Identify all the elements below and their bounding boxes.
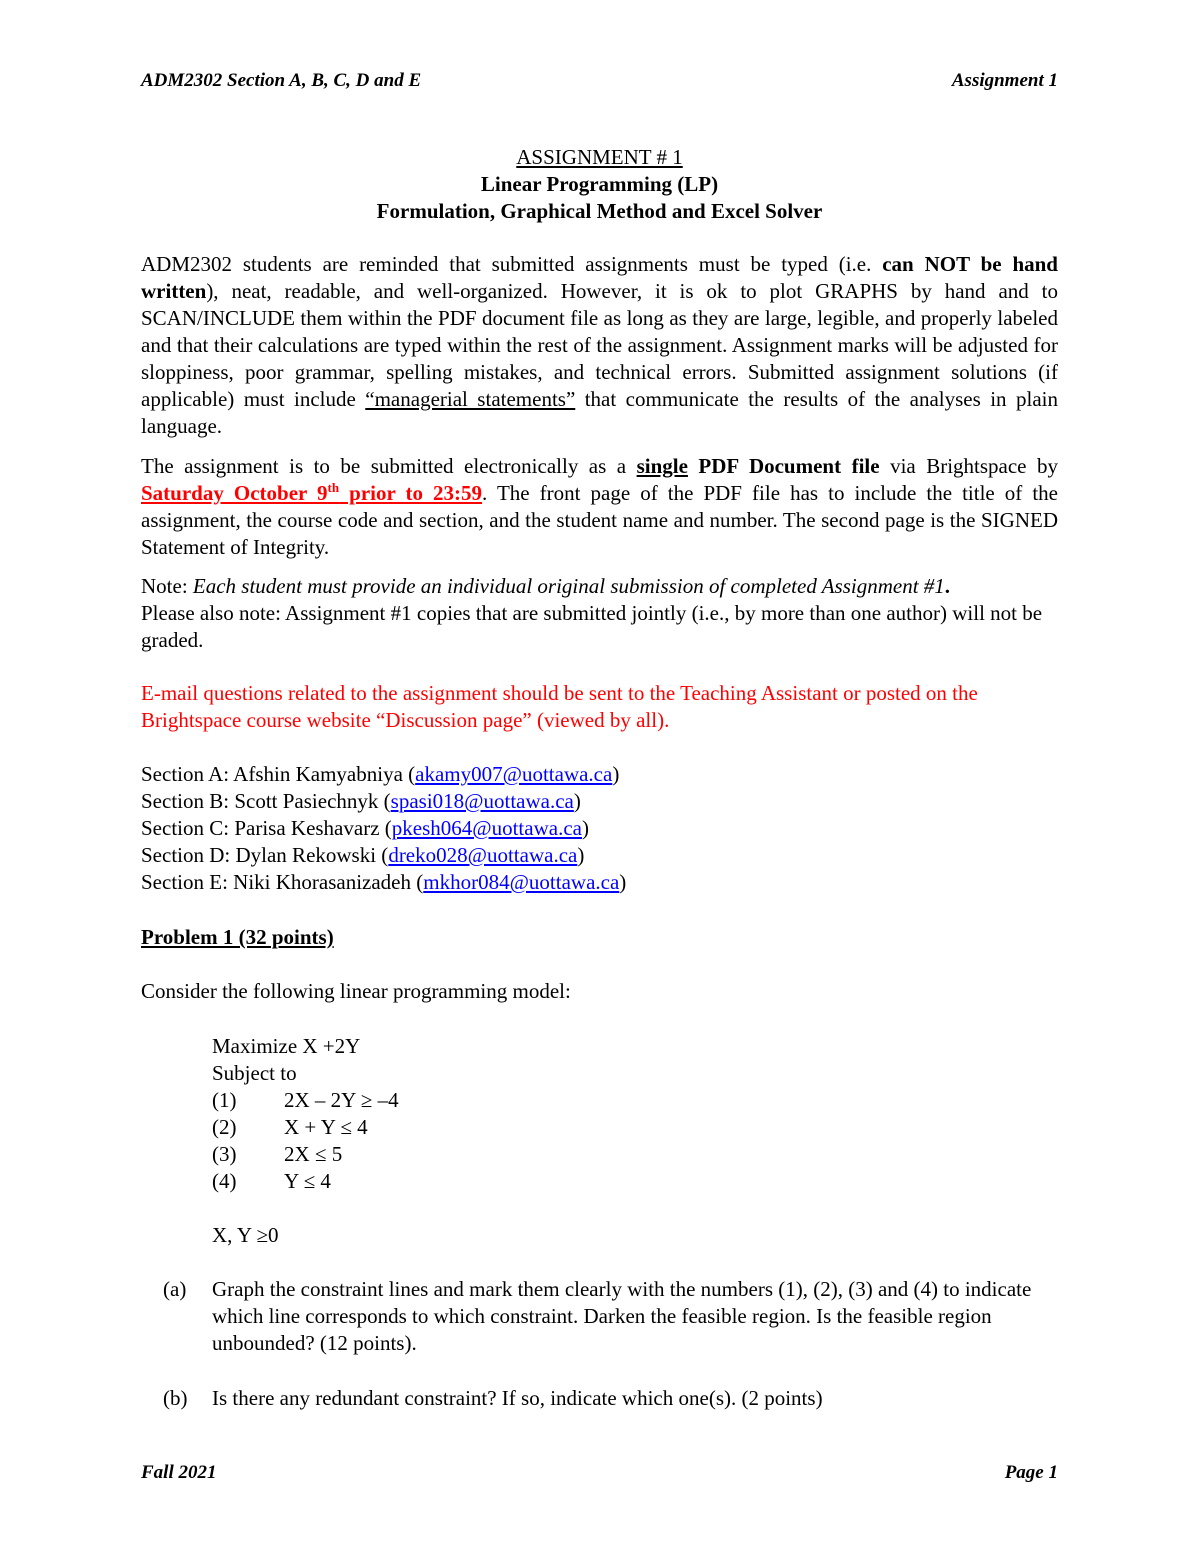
email-notice: E-mail questions related to the assignment should be sent to the Teaching Assistant or posted on the Brightspace course website “Discussion page” (viewed by all). <box>141 681 978 732</box>
section-contact: Section C: Parisa Keshavarz (pkesh064@uottawa.ca) <box>141 816 589 840</box>
footer-page-number: Page 1 <box>1004 1462 1058 1483</box>
page-header <box>141 70 1058 96</box>
submission-single: single <box>636 454 688 478</box>
intro-bold: can NOT be hand written <box>141 252 1058 303</box>
part-label: (b) <box>163 1386 188 1410</box>
footer-term: Fall 2021 <box>141 1462 217 1483</box>
email-link[interactable]: spasi018@uottawa.ca <box>390 789 574 813</box>
section-contact: Section E: Niki Khorasanizadeh (mkhor084@uottawa.ca) <box>141 870 627 894</box>
lp-constraint: (3) 2X ≤ 5 <box>212 1142 343 1166</box>
submission-text-c: . The front page of the PDF file has to include the title of the assignment, the course code and section, and the student name and number. The second page is the SIGNED Statement of Integrity. <box>141 481 1058 559</box>
email-link[interactable]: mkhor084@uottawa.ca <box>423 870 620 894</box>
part-label: (a) <box>163 1277 187 1301</box>
title-topic: Linear Programming (LP) <box>480 172 719 196</box>
intro-text-c: ), neat, readable, and well-organized. However, it is ok to plot GRAPHS by hand and to SCAN/INCLUDE them within the PDF document file as long as they are large, legible, and properly labeled and that their calculations are typed within the rest of the assignment. Assignment marks will be adjusted for sloppiness, poor grammar, spelling mistakes, and technical errors. Submitted assignment solutions (if applicable) must include <box>141 279 1058 411</box>
section-contact: Section A: Afshin Kamyabniya (akamy007@uottawa.ca) <box>141 762 620 786</box>
section-contacts <box>141 761 1058 896</box>
lp-constraint: (4) Y ≤ 4 <box>212 1169 331 1193</box>
submission-paragraph <box>141 453 1058 561</box>
email-link[interactable]: dreko028@uottawa.ca <box>388 843 578 867</box>
problem-title: Problem 1 (32 points) <box>141 925 334 949</box>
lp-model <box>212 1033 399 1249</box>
intro-text-e: that communicate the results of the analyses in plain language. <box>141 387 1058 438</box>
problem-part-b <box>163 1385 1058 1412</box>
lp-objective: Maximize X +2Y <box>212 1034 361 1058</box>
note-dot: . <box>944 574 951 598</box>
intro-paragraph <box>141 251 1058 440</box>
lp-constraint: (2) X + Y ≤ 4 <box>212 1115 368 1139</box>
note-italic: Each student must provide an individual original submission of completed Assignment #1 <box>192 574 945 598</box>
note-rest: Please also note: Assignment #1 copies that are submitted jointly (i.e., by more than one author) will not be graded. <box>141 601 1043 652</box>
email-link[interactable]: akamy007@uottawa.ca <box>415 762 613 786</box>
intro-text-a: ADM2302 students are reminded that submitted assignments must be typed (i.e. <box>141 252 883 276</box>
lp-subject-to: Subject to <box>212 1061 297 1085</box>
page-footer <box>141 1462 1058 1488</box>
submission-pdf: PDF Document file <box>687 454 880 478</box>
header-assignment: Assignment 1 <box>951 70 1058 91</box>
title-assignment: ASSIGNMENT # 1 <box>516 145 683 169</box>
part-text: Is there any redundant constraint? If so, indicate which one(s). (2 points) <box>212 1386 823 1410</box>
submission-text-a: The assignment is to be submitted electronically as a <box>141 454 637 478</box>
section-contact: Section D: Dylan Rekowski (dreko028@uottawa.ca) <box>141 843 585 867</box>
header-course: ADM2302 Section A, B, C, D and E <box>141 70 422 91</box>
lp-nonnegativity: X, Y ≥0 <box>212 1223 279 1247</box>
problem-part-a <box>163 1276 1058 1357</box>
document-titles <box>141 144 1058 225</box>
note-paragraph <box>141 573 1058 654</box>
submission-deadline: Saturday October 9th prior to 23:59 <box>141 480 483 505</box>
part-text: Graph the constraint lines and mark them clearly with the numbers (1), (2), (3) and (4) to indicate which line corresponds to which constraint. Darken the feasible region. Is the feasible region unbounded? (12 points). <box>212 1277 1032 1355</box>
section-contact: Section B: Scott Pasiechnyk (spasi018@uottawa.ca) <box>141 789 581 813</box>
lp-constraint: (1) 2X – 2Y ≥ –4 <box>212 1088 399 1112</box>
email-link[interactable]: pkesh064@uottawa.ca <box>391 816 582 840</box>
submission-text-b: via Brightspace by <box>879 454 1058 478</box>
problem-intro: Consider the following linear programming model: <box>141 979 571 1003</box>
title-subtopic: Formulation, Graphical Method and Excel Solver <box>376 199 823 223</box>
intro-underlined: “managerial statements” <box>365 387 576 411</box>
note-label: Note: <box>141 574 193 598</box>
